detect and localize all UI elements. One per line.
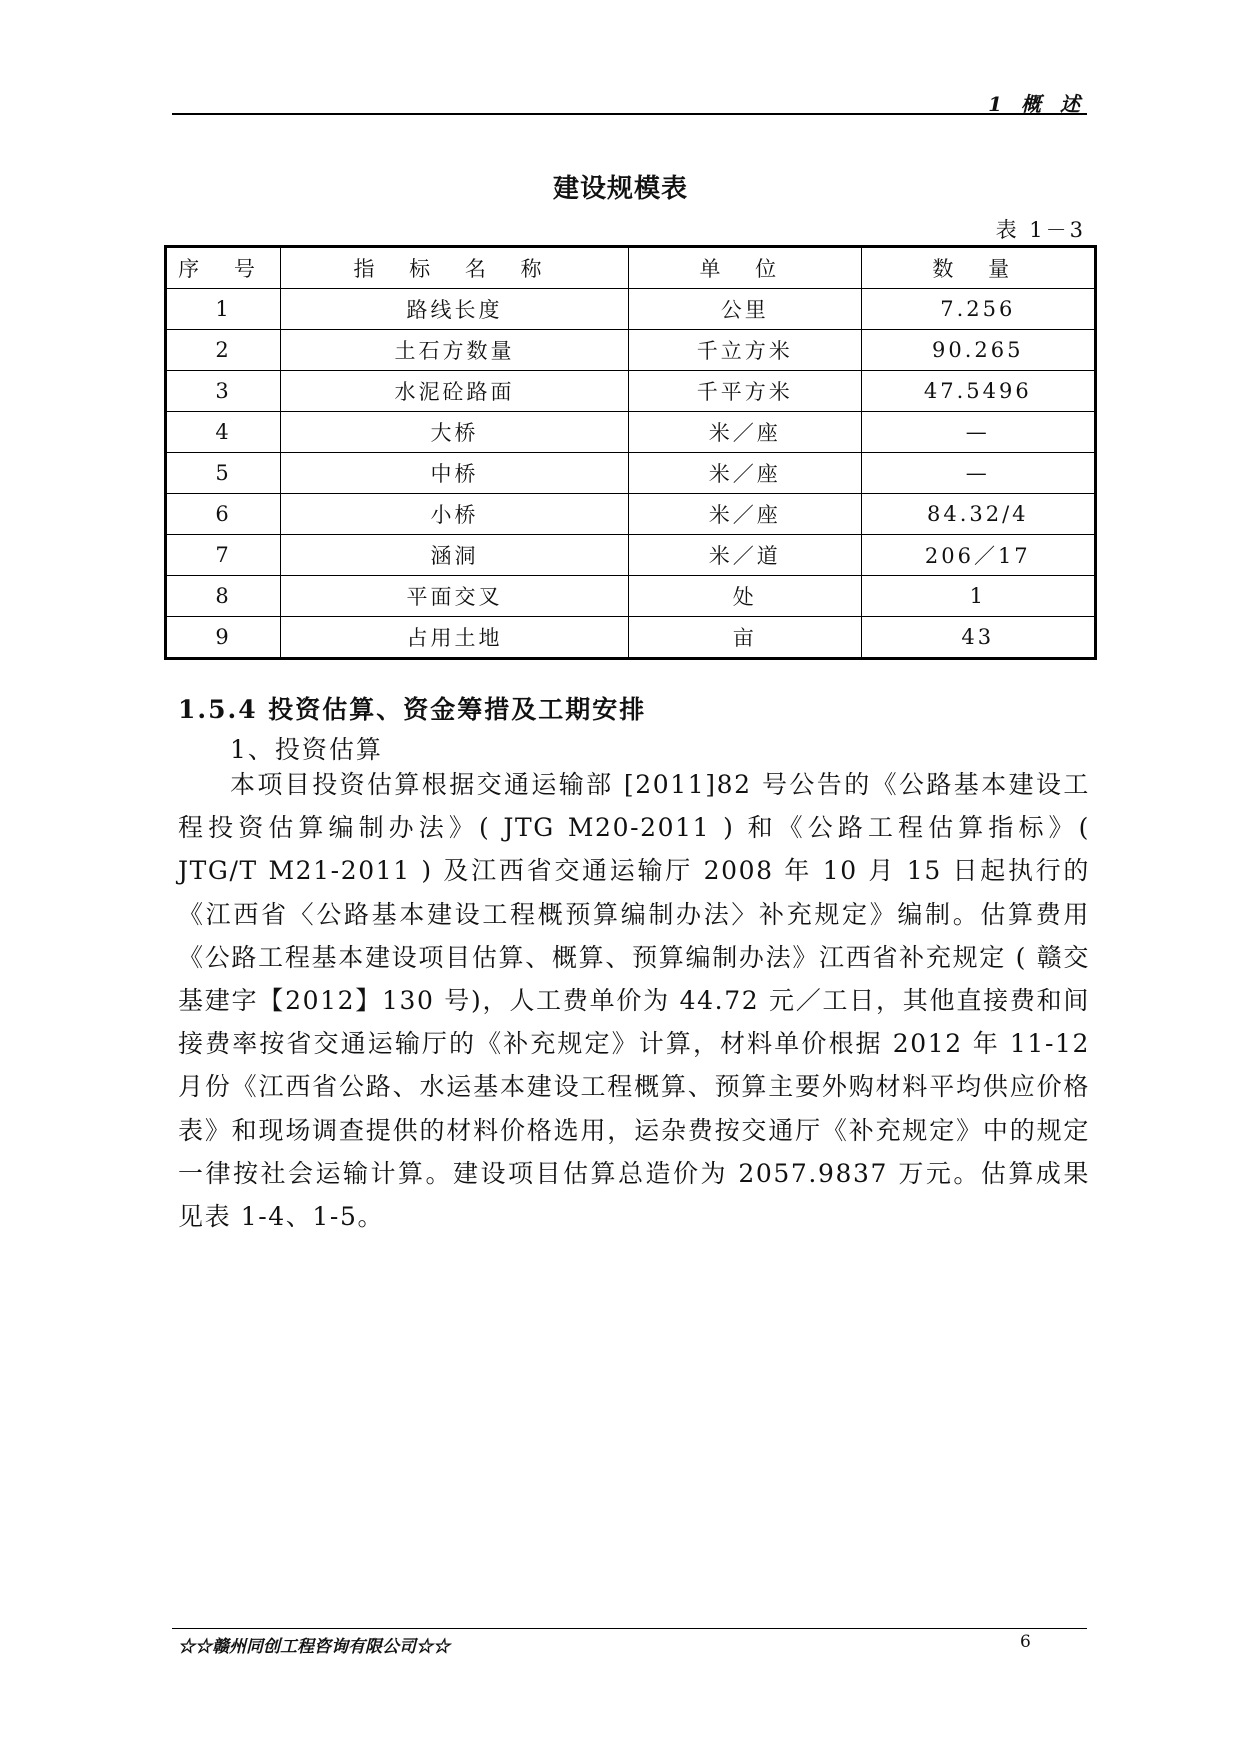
table-row — [166, 330, 1096, 371]
footer-divider — [172, 1628, 1087, 1629]
table-header-row — [166, 247, 1096, 289]
cell-unit: 米／座 — [629, 412, 862, 453]
cell-index: 9 — [166, 617, 281, 659]
column-header-unit: 单 位 — [629, 247, 862, 289]
cell-quantity: 90.265 — [861, 330, 1095, 371]
table-row — [166, 412, 1096, 453]
cell-index: 7 — [166, 535, 281, 576]
cell-quantity: 1 — [861, 576, 1095, 617]
cell-indicator: 中桥 — [281, 453, 629, 494]
page-number: 6 — [1020, 1632, 1031, 1652]
table-row — [166, 289, 1096, 330]
cell-quantity: 47.5496 — [861, 371, 1095, 412]
cell-quantity: 7.256 — [861, 289, 1095, 330]
cell-index: 2 — [166, 330, 281, 371]
cell-index: 6 — [166, 494, 281, 535]
table-row — [166, 453, 1096, 494]
cell-indicator: 小桥 — [281, 494, 629, 535]
column-header-quantity: 数 量 — [861, 247, 1095, 289]
cell-unit: 处 — [629, 576, 862, 617]
construction-scale-table — [164, 245, 1097, 660]
table-row — [166, 494, 1096, 535]
cell-indicator: 平面交叉 — [281, 576, 629, 617]
cell-indicator: 土石方数量 — [281, 330, 629, 371]
table-row — [166, 535, 1096, 576]
cell-unit: 公里 — [629, 289, 862, 330]
cell-index: 1 — [166, 289, 281, 330]
cell-index: 8 — [166, 576, 281, 617]
cell-unit: 千平方米 — [629, 371, 862, 412]
cell-unit: 米／道 — [629, 535, 862, 576]
cell-unit: 米／座 — [629, 494, 862, 535]
cell-unit: 米／座 — [629, 453, 862, 494]
cell-index: 5 — [166, 453, 281, 494]
cell-quantity: 43 — [861, 617, 1095, 659]
table-number: 表 1－3 — [995, 218, 1086, 242]
chapter-header: 1 概 述 — [988, 92, 1086, 116]
cell-indicator: 占用土地 — [281, 617, 629, 659]
cell-indicator: 大桥 — [281, 412, 629, 453]
cell-index: 4 — [166, 412, 281, 453]
cell-unit: 亩 — [629, 617, 862, 659]
table-row — [166, 617, 1096, 659]
subsection-heading: 1、投资估算 — [230, 735, 383, 764]
body-paragraph: 本项目投资估算根据交通运输部 [2011]82 号公告的《公路基本建设工程投资估算编制办法》( JTG M20-2011 ) 和《公路工程估算指标》( JTG/T M21-2011 ) 及江西省交通运输厅 2008 年 10 月 15 日起执行的《江西省〈公路基本建设工程概预算编制办法〉补充规定》编制。估算费用《公路工程基本建设项目估算、概算、预算编制办法》江西省补充规定 ( 赣交基建字【2012】130 号)，人工费单价为 44.72 元／工日，其他直接费和间接费率按省交通运输厅的《补充规定》计算，材料单价根据 2012 年 11-12 月份《江西省公路、水运基本建设工程概算、预算主要外购材料平均供应价格表》和现场调查提供的材料价格选用，运杂费按交通厅《补充规定》中的规定一律按社会运输计算。建设项目估算总造价为 2057.9837 万元。估算成果见表 1-4、1-5。 — [178, 770, 1090, 1232]
cell-quantity: 84.32/4 — [861, 494, 1095, 535]
table-row — [166, 576, 1096, 617]
cell-indicator: 涵洞 — [281, 535, 629, 576]
section-heading: 1.5.4 投资估算、资金筹措及工期安排 — [178, 695, 647, 724]
cell-quantity: 206／17 — [861, 535, 1095, 576]
cell-unit: 千立方米 — [629, 330, 862, 371]
cell-indicator: 路线长度 — [281, 289, 629, 330]
cell-quantity: — — [861, 412, 1095, 453]
column-header-indicator: 指 标 名 称 — [281, 247, 629, 289]
cell-index: 3 — [166, 371, 281, 412]
cell-quantity: — — [861, 453, 1095, 494]
table-title: 建设规模表 — [552, 174, 688, 204]
table-row — [166, 371, 1096, 412]
column-header-index: 序 号 — [166, 247, 281, 289]
footer-company: ☆☆赣州同创工程咨询有限公司☆☆ — [178, 1637, 450, 1657]
header-divider — [172, 113, 1087, 115]
cell-indicator: 水泥砼路面 — [281, 371, 629, 412]
